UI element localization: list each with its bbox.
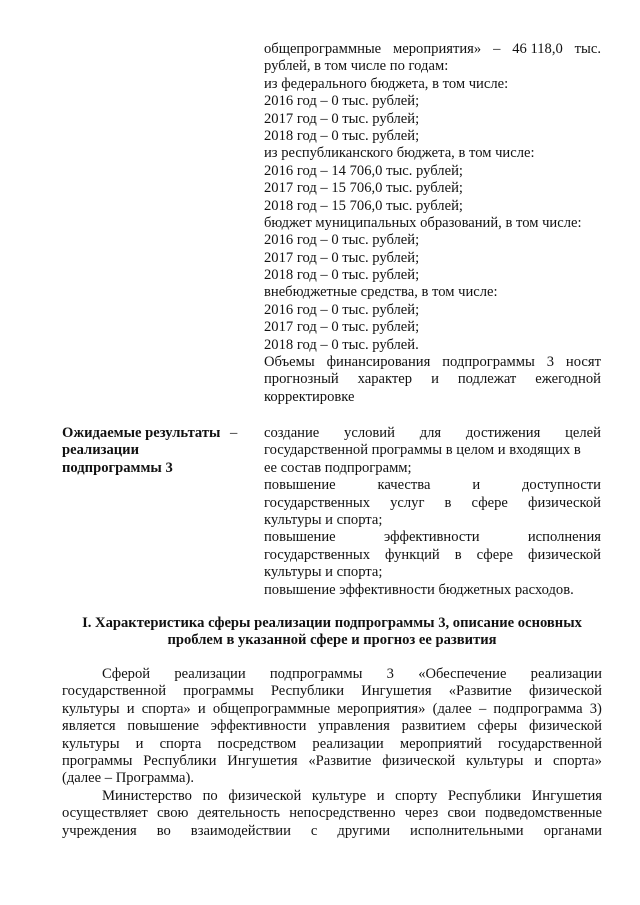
results-label-line-1: Ожидаемые результаты — [62, 425, 221, 441]
word: Республики — [270, 683, 345, 700]
body-line — [62, 736, 602, 753]
word: развитием — [401, 718, 466, 735]
word: носят — [565, 354, 601, 371]
word: подпрограмма — [493, 700, 583, 717]
word: спорту — [395, 787, 438, 804]
word: через — [404, 805, 439, 822]
word: государственных — [264, 546, 371, 563]
word: свои — [447, 805, 476, 822]
word: культуре — [311, 787, 367, 804]
word: деятельность — [197, 805, 280, 822]
funding-line: из федерального бюджета, в том числе: — [264, 75, 509, 92]
word: повышение — [127, 718, 200, 735]
word: общепрограммные — [264, 41, 382, 57]
word: другими — [337, 822, 391, 839]
funding-line: 2018 год – 15 706,0 тыс. рублей; — [264, 197, 463, 214]
word: непосредственно — [289, 805, 396, 822]
word: создание — [264, 425, 320, 441]
section-body-text — [62, 666, 602, 840]
word: спорта» — [552, 752, 602, 769]
results-line — [264, 529, 601, 546]
word: государственных — [264, 494, 371, 511]
word: управления — [318, 718, 390, 735]
funding-line: внебюджетные средства, в том числе: — [264, 284, 498, 301]
word: физической — [228, 787, 302, 804]
word: является — [62, 718, 116, 735]
word: общепрограммные — [212, 700, 331, 717]
word: и — [376, 787, 385, 804]
word: с — [310, 822, 318, 839]
body-line — [62, 770, 602, 787]
word: осуществляет — [62, 805, 148, 822]
body-line — [62, 683, 602, 700]
word: культуры — [465, 752, 524, 769]
word: «Развитие — [308, 752, 372, 769]
funding-line: 2018 год – 0 тыс. рублей; — [264, 267, 420, 284]
word: в — [444, 494, 452, 511]
word: (далее – Программа). — [62, 770, 194, 787]
word: культуры — [62, 735, 120, 752]
funding-line: 2016 год – 0 тыс. рублей; — [264, 301, 420, 318]
body-line — [62, 666, 602, 683]
word: физической — [528, 683, 602, 700]
body-line — [62, 718, 602, 735]
word: и — [197, 700, 206, 717]
word: тыс. — [574, 41, 601, 57]
funding-line — [264, 41, 601, 58]
word: «Обеспечение — [418, 666, 507, 682]
word: «Развитие — [448, 683, 512, 700]
word: реализации — [312, 735, 384, 752]
word: 3 — [546, 354, 555, 371]
word: и — [534, 752, 543, 769]
word: свою — [156, 805, 189, 822]
word: сфере — [471, 494, 508, 511]
expected-results-text — [264, 425, 601, 599]
word: доступности — [522, 477, 601, 494]
word: физической — [528, 718, 602, 735]
word: культуры — [62, 700, 120, 717]
word: физической — [528, 546, 601, 563]
word: повышение — [264, 477, 336, 494]
word: учреждения — [62, 822, 137, 839]
word: характер — [357, 371, 413, 388]
word: физической — [528, 494, 601, 511]
funding-line: 2017 год – 15 706,0 тыс. рублей; — [264, 180, 463, 197]
funding-line: 2016 год – 0 тыс. рублей; — [264, 232, 420, 249]
word: в — [454, 546, 462, 563]
word: услуг — [390, 494, 425, 511]
results-label-line-2: реализации — [62, 442, 140, 459]
word: Республики — [143, 752, 217, 769]
word: – — [493, 41, 501, 57]
word: органами — [543, 822, 602, 839]
funding-line: 2018 год – 0 тыс. рублей. — [264, 336, 419, 353]
word: Министерство — [102, 787, 192, 804]
word: государственной — [497, 735, 602, 752]
results-line: культуры и спорта; — [264, 511, 383, 528]
funding-line — [264, 371, 601, 388]
word: спорта — [159, 735, 202, 752]
word: взаимодействии — [190, 822, 291, 839]
heading-line-2: проблем в указанной сфере и прогноз ее развития — [167, 632, 497, 649]
results-line: ее состав подпрограмм; — [264, 459, 412, 476]
word: подлежат — [457, 371, 517, 388]
results-label-line-3: подпрограммы 3 — [62, 459, 173, 476]
word: финансирования — [326, 354, 431, 371]
word: реализации — [174, 666, 246, 682]
funding-line: 2017 год – 0 тыс. рублей; — [264, 319, 420, 336]
word: государственной — [62, 683, 167, 700]
word: функций — [385, 546, 440, 563]
funding-line: 2016 год – 0 тыс. рублей; — [264, 93, 420, 110]
word: сферы — [477, 718, 518, 735]
results-line: культуры и спорта; — [264, 564, 383, 581]
results-line — [264, 425, 601, 442]
word: (далее — [432, 700, 472, 717]
word: Ингушетия — [227, 752, 298, 769]
word: исполнения — [527, 529, 601, 546]
word: 46 118,0 — [512, 41, 563, 57]
results-line — [264, 477, 601, 494]
results-line: государственной программы в целом и входящих в — [264, 442, 581, 459]
body-line — [62, 701, 602, 718]
funding-line: 2017 год – 0 тыс. рублей; — [264, 249, 420, 266]
word: исполнительными — [410, 822, 524, 839]
body-line — [62, 788, 602, 805]
word: и — [472, 477, 481, 494]
word: и — [135, 735, 144, 752]
word: физической — [382, 752, 456, 769]
word: и — [126, 700, 135, 717]
funding-line: бюджет муниципальных образований, в том числе: — [264, 214, 582, 231]
word: условий — [344, 425, 395, 441]
word: подведомственные — [485, 805, 602, 822]
word: 3 — [386, 666, 394, 682]
word: – — [478, 700, 487, 717]
funding-line: 2016 год – 14 706,0 тыс. рублей; — [264, 162, 463, 179]
funding-line — [264, 354, 601, 371]
word: эффективности — [383, 529, 480, 546]
body-line — [62, 753, 602, 770]
word: по — [202, 787, 218, 804]
results-line — [264, 547, 601, 564]
section-heading — [62, 615, 602, 650]
funding-line: 2018 год – 0 тыс. рублей; — [264, 127, 420, 144]
word: посредством — [217, 735, 297, 752]
word: подпрограммы — [269, 666, 363, 682]
word: Ингушетия — [531, 787, 602, 804]
word: для — [419, 425, 442, 441]
word: целей — [565, 425, 601, 441]
word: реализации — [530, 666, 602, 682]
word: Сферой — [102, 666, 151, 682]
word: подпрограммы — [442, 354, 535, 371]
funding-volume-text — [264, 41, 601, 406]
funding-line: корректировке — [264, 388, 355, 405]
word: во — [156, 822, 171, 839]
word: мероприятия» — [393, 41, 482, 57]
word: и — [431, 371, 439, 388]
results-label-dash: – — [230, 425, 238, 441]
funding-line: 2017 год – 0 тыс. рублей; — [264, 110, 420, 127]
word: мероприятия» — [337, 700, 426, 717]
word: сфере — [476, 546, 514, 563]
results-line: повышение эффективности бюджетных расходов. — [264, 581, 574, 598]
body-line — [62, 805, 602, 822]
word: спорта» — [141, 700, 191, 717]
word: повышение — [264, 529, 336, 546]
word: мероприятий — [399, 735, 482, 752]
word: 3) — [589, 700, 602, 717]
word: программы — [62, 752, 133, 769]
funding-line: из республиканского бюджета, в том числе: — [264, 145, 535, 162]
funding-line: рублей, в том числе по годам: — [264, 58, 449, 75]
word: Ингушетия — [361, 683, 432, 700]
word: качества — [377, 477, 431, 494]
word: прогнозный — [264, 371, 339, 388]
word: ежегодной — [535, 371, 601, 388]
word: Объемы — [264, 354, 315, 371]
word: Республики — [447, 787, 522, 804]
word: программы — [183, 683, 254, 700]
results-row-label — [62, 425, 260, 477]
word: достижения — [465, 425, 541, 441]
body-line — [62, 823, 602, 840]
heading-line-1: I. Характеристика сферы реализации подпрограммы 3, описание основных — [82, 615, 582, 631]
word: эффективности — [210, 718, 307, 735]
results-line — [264, 495, 601, 512]
